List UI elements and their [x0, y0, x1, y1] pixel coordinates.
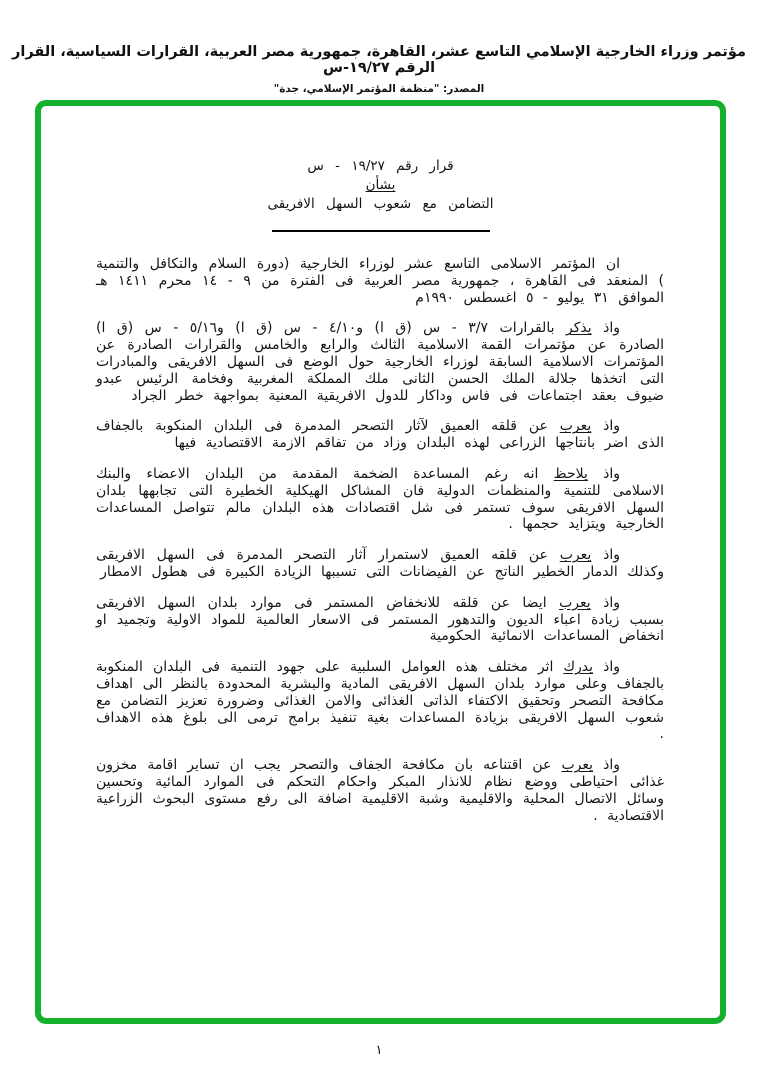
paragraph-text: بالقرارات ٣/٧ - س (ق ا) و٤/١٠ - س (ق ا) و٥/١٦ - س (ق ا) الصادرة عن مؤتمرات القمة الاسلامية الثالث والرابع والخامس والقرارات الصادرة عن المؤتمرات الاسلامية السابقة لوزراء الخارجية حول الوضع فى السهل الافريقى والمبادرات التى اتخذها جلالة الملك الحسن الثانى ملك المملكة المغربية وفخامة الرئيس عبدو ضيوف بعقد اجتماعات فى فاس وداكار للدول الافريقية المعنية بمواجهة خطر الجراد [96, 320, 664, 404]
resolution-paragraph-3 [96, 418, 664, 452]
resolution-paragraph-1 [96, 256, 664, 306]
resolution-paragraph-7 [96, 659, 664, 743]
resolution-paragraph-4 [96, 466, 664, 533]
paragraph-text: عن اقتناعه بان مكافحة الجفاف والتصحر يجب ان تساير اقامة مخزون غذائى احتياطى ووضع نظام للانذار المبكر واحكام التحكم فى الموارد المائية وتحسين وسائل الاتصال المحلية والاقليمية وشبة الاقليمية اضافة الى رفع مستوى البحوث الزراعية الاقتصادية . [96, 757, 664, 824]
resolution-bashaan-line: بشأن [365, 177, 396, 193]
underlined-lead-word: يذكر [565, 320, 592, 337]
paragraph-text: عن قلقه العميق لاستمرار آثار التصحر المدمرة فى السهل الافريقى وكذلك الدمار الخطير الناتج عن الفيضانات التى تسببها الزيادة الكبيرة فى هطول الامطار [96, 547, 664, 580]
document-header [0, 44, 758, 95]
paragraph-lead: واذ [591, 418, 620, 435]
underlined-lead-word: يعرب [561, 757, 594, 774]
resolution-paragraph-2 [96, 320, 664, 404]
paragraph-text: ايضا عن قلقه للانخفاض المستمر فى موارد بلدان السهل الافريقى بسبب زيادة اعباء الديون والتدهور المستمر فى الاسعار العالمية للمواد الاولية وتجميد او انخفاض المساعدات الانمائية الحكومية [96, 594, 664, 645]
underlined-lead-word: يدرك [563, 659, 593, 676]
resolution-title-block [41, 158, 720, 232]
header-source-line: المصدر: "منظمة المؤتمر الإسلامي، جدة" [273, 83, 485, 95]
paragraph-text: ان المؤتمر الاسلامى التاسع عشر لوزراء الخارجية (دورة السلام والتكافل والتنمية ) المنعقد فى القاهرة ، جمهورية مصر العربية فى الفترة من ٩ - ١٤ محرم ١٤١١ هـ الموافق ٣١ يوليو - ٥ اغسطس ١٩٩٠م [96, 256, 664, 306]
paragraph-lead: واذ [591, 547, 620, 564]
resolution-body [41, 232, 720, 824]
paragraph-lead: واذ [587, 465, 620, 482]
underlined-lead-word: يعرب [559, 547, 592, 564]
resolution-number-line: قرار رقم ١٩/٢٧ - س [307, 158, 454, 174]
underlined-lead-word: يلاحظ [553, 465, 588, 482]
resolution-subject-line: التضامن مع شعوب السهل الافريقى [267, 196, 494, 212]
paragraph-lead: واذ [593, 757, 621, 774]
paragraph-lead: واذ [591, 320, 620, 337]
underlined-lead-word: يعرب [559, 418, 592, 435]
resolution-paragraph-8 [96, 757, 664, 824]
paragraph-text: اثر مختلف هذه العوامل السلبية على جهود التنمية فى البلدان المنكوبة بالجفاف وعلى موارد بلدان السهل الافريقى المادية والبشرية المحدودة بالنظر الى اهداف مكافحة التصحر وتحقيق الاكتفاء الذاتى الغذائى والامن الغذائى وضرورة تعزيز التضامن مع شعوب السهل الافريقى بزيادة المساعدات بغية تنفيذ برامج ترمى الى بلوغ هذه الاهداف . [96, 659, 664, 743]
paragraph-lead: واذ [590, 594, 620, 611]
resolution-paragraph-5 [96, 547, 664, 581]
paragraph-lead: واذ [593, 659, 620, 676]
resolution-paragraph-6 [96, 595, 664, 645]
underlined-lead-word: يعرب [559, 594, 591, 611]
header-citation-line: مؤتمر وزراء الخارجية الإسلامي التاسع عشر، القاهرة، جمهورية مصر العربية، القرارات السياسية، القرار الرقم ١٩/٢٧-س [12, 44, 746, 76]
paragraph-text: عن قلقه العميق لآثار التصحر المدمرة فى البلدان المنكوبة بالجفاف الذى اضر بانتاجها الزراعى لهذه البلدان وزاد من تفاقم الازمة الاقتصادية فيها [96, 418, 664, 452]
paragraph-text: انه رغم المساعدة الضخمة المقدمة من البلدان الاعضاء والبنك الاسلامى للتنمية والمنظمات الدولية فان المشاكل الهيكلية الخطيرة التى تجابهها بلدان السهل الافريقى سوف تستمر فى شل اقتصادات هذه البلدان مالم تتواصل المساعدات الخارجية ويتزايد حجمها . [96, 465, 664, 533]
page-number: ١ [375, 1043, 383, 1058]
document-frame [35, 100, 726, 1024]
